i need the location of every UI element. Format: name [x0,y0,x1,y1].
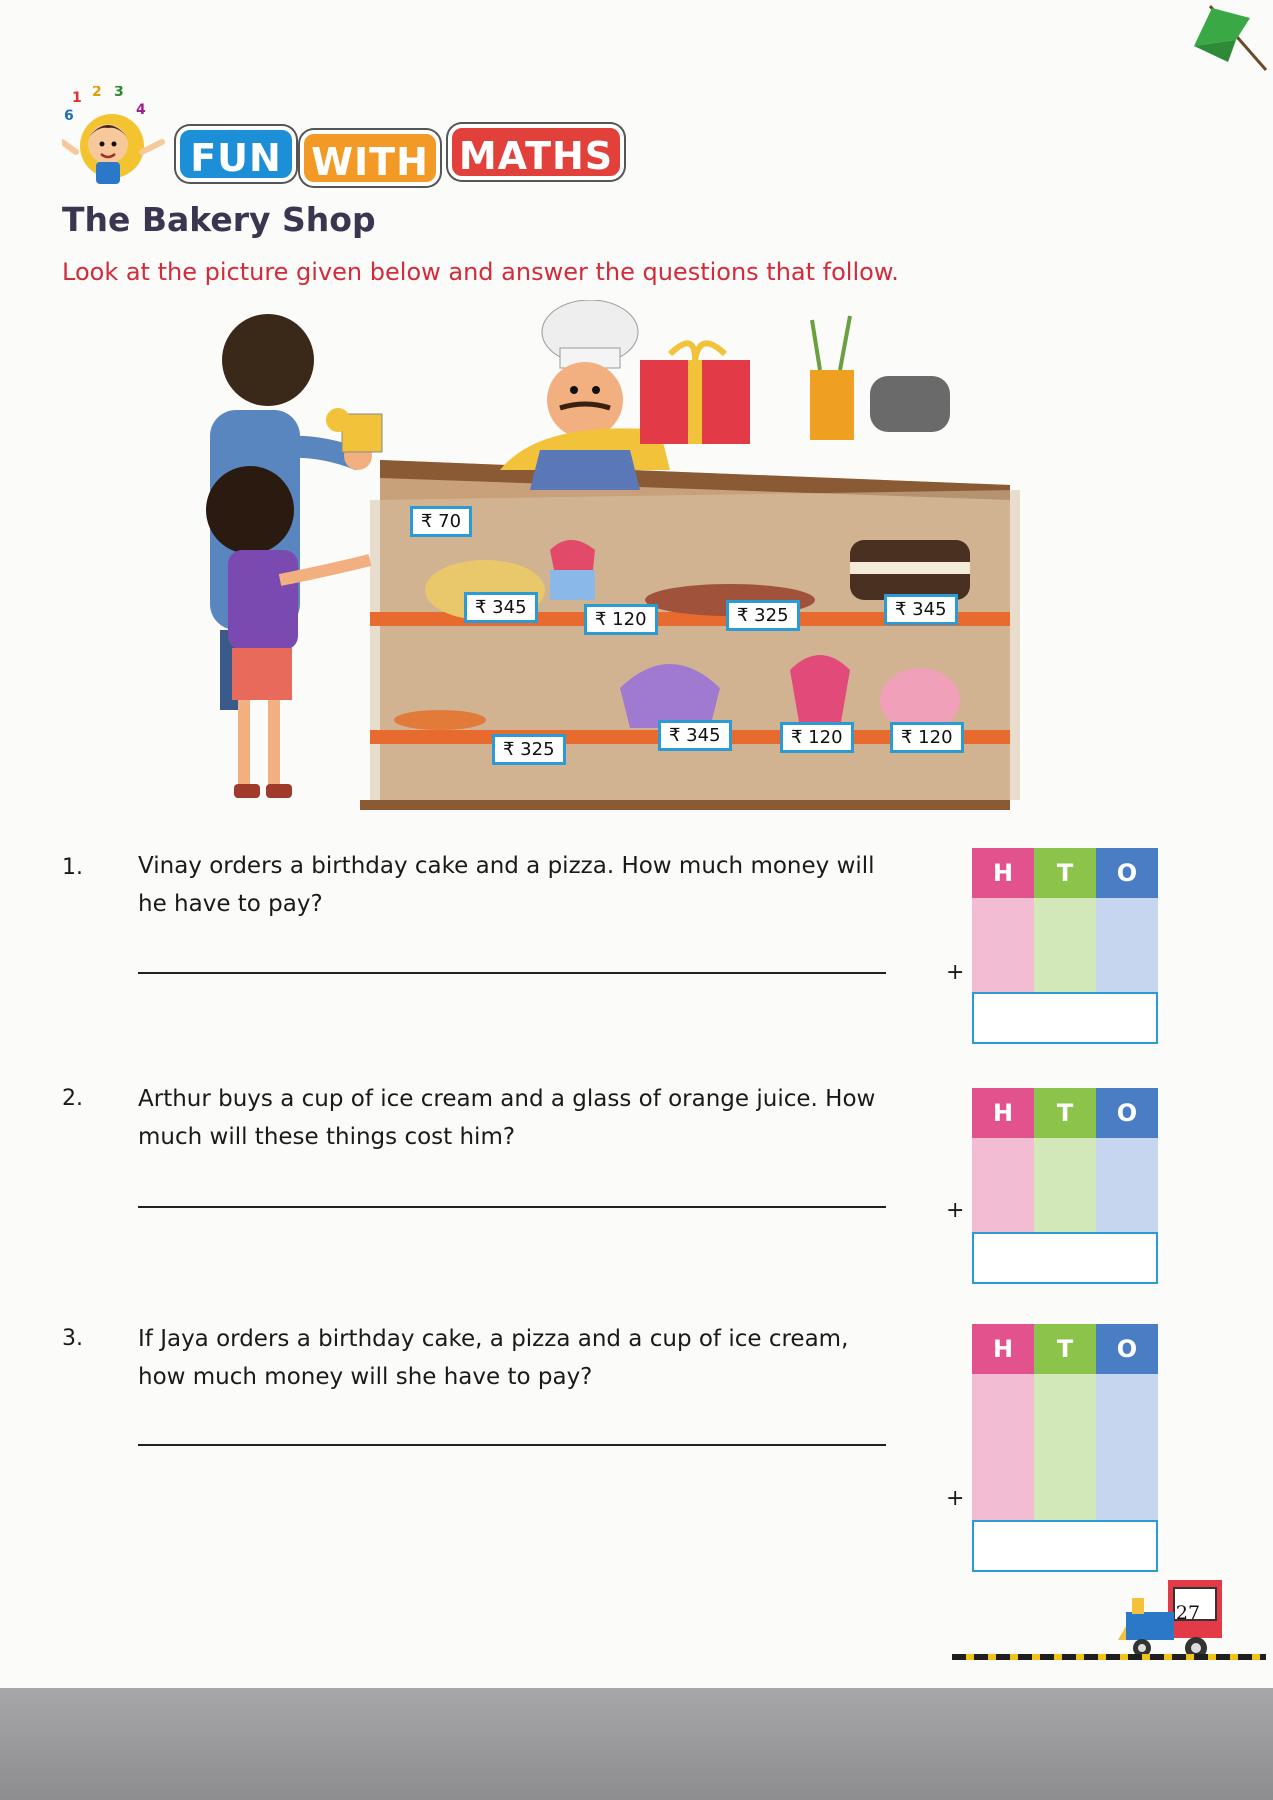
ones-column[interactable] [1096,898,1158,992]
question-3-answer-line[interactable] [138,1444,886,1446]
price-tag-pizza: ₹ 325 [492,734,566,765]
mascot-boy-icon [62,86,172,186]
question-1-number: 1. [62,855,83,880]
question-3-hto-table [972,1324,1158,1572]
ones-column[interactable] [1096,1138,1158,1232]
question-2-result-box[interactable] [972,1232,1158,1284]
price-tag-pie: ₹ 325 [726,600,800,631]
scan-background [0,1688,1273,1800]
hundreds-header: H [972,1088,1034,1138]
hundreds-header: H [972,1324,1034,1374]
question-1-result-box[interactable] [972,992,1158,1044]
page-title: The Bakery Shop [62,200,376,239]
tens-column[interactable] [1034,898,1096,992]
price-tag-juice: ₹ 70 [410,506,472,537]
question-1-plus-sign: + [946,960,965,985]
question-1-answer-line[interactable] [138,972,886,974]
question-3-result-box[interactable] [972,1520,1158,1572]
question-3-number: 3. [62,1326,83,1351]
question-2-plus-sign: + [946,1198,965,1223]
question-1-text: Vinay orders a birthday cake and a pizza. How much money will he have to pay? [138,853,875,917]
svg-text:2: 2 [92,86,102,100]
tens-header: T [1034,1088,1096,1138]
hundreds-column[interactable] [972,898,1034,992]
instruction-text: Look at the picture given below and answer the questions that follow. [62,258,899,286]
ones-column[interactable] [1096,1374,1158,1520]
question-1-hto-table [972,848,1158,1044]
tens-column[interactable] [1034,1138,1096,1232]
price-tag-layer-cake: ₹ 345 [884,594,958,625]
svg-text:1: 1 [72,90,82,106]
price-tag-muffin: ₹ 120 [890,722,964,753]
track-decoration [952,1654,1266,1660]
bakery-illustration [200,300,1020,820]
price-tag-purple-cake: ₹ 345 [658,720,732,751]
svg-text:3: 3 [114,86,124,100]
page-number: 27 [1175,1602,1201,1624]
tens-header: T [1034,848,1096,898]
ones-header: O [1096,1088,1158,1138]
logo-word-with: WITH [300,130,440,186]
price-tag-birthday-cake: ₹ 345 [464,592,538,623]
hundreds-column[interactable] [972,1138,1034,1232]
svg-text:4: 4 [136,102,146,118]
logo-word-fun: FUN [176,126,296,182]
tens-column[interactable] [1034,1374,1096,1520]
tens-header: T [1034,1324,1096,1374]
logo-word-maths: MATHS [448,124,624,180]
hundreds-column[interactable] [972,1374,1034,1520]
question-2-hto-table [972,1088,1158,1284]
flag-decoration [1180,0,1270,86]
question-2-text: Arthur buys a cup of ice cream and a glass of orange juice. How much will these things cost him? [138,1086,876,1150]
question-3-plus-sign: + [946,1486,965,1511]
ones-header: O [1096,848,1158,898]
hundreds-header: H [972,848,1034,898]
question-2-number: 2. [62,1086,83,1111]
price-tag-cupcake: ₹ 120 [780,722,854,753]
price-tag-ice-cream: ₹ 120 [584,604,658,635]
question-2-answer-line[interactable] [138,1206,886,1208]
svg-text:6: 6 [64,108,74,124]
ones-header: O [1096,1324,1158,1374]
question-3-text: If Jaya orders a birthday cake, a pizza and a cup of ice cream, how much money will she have to pay? [138,1326,849,1390]
